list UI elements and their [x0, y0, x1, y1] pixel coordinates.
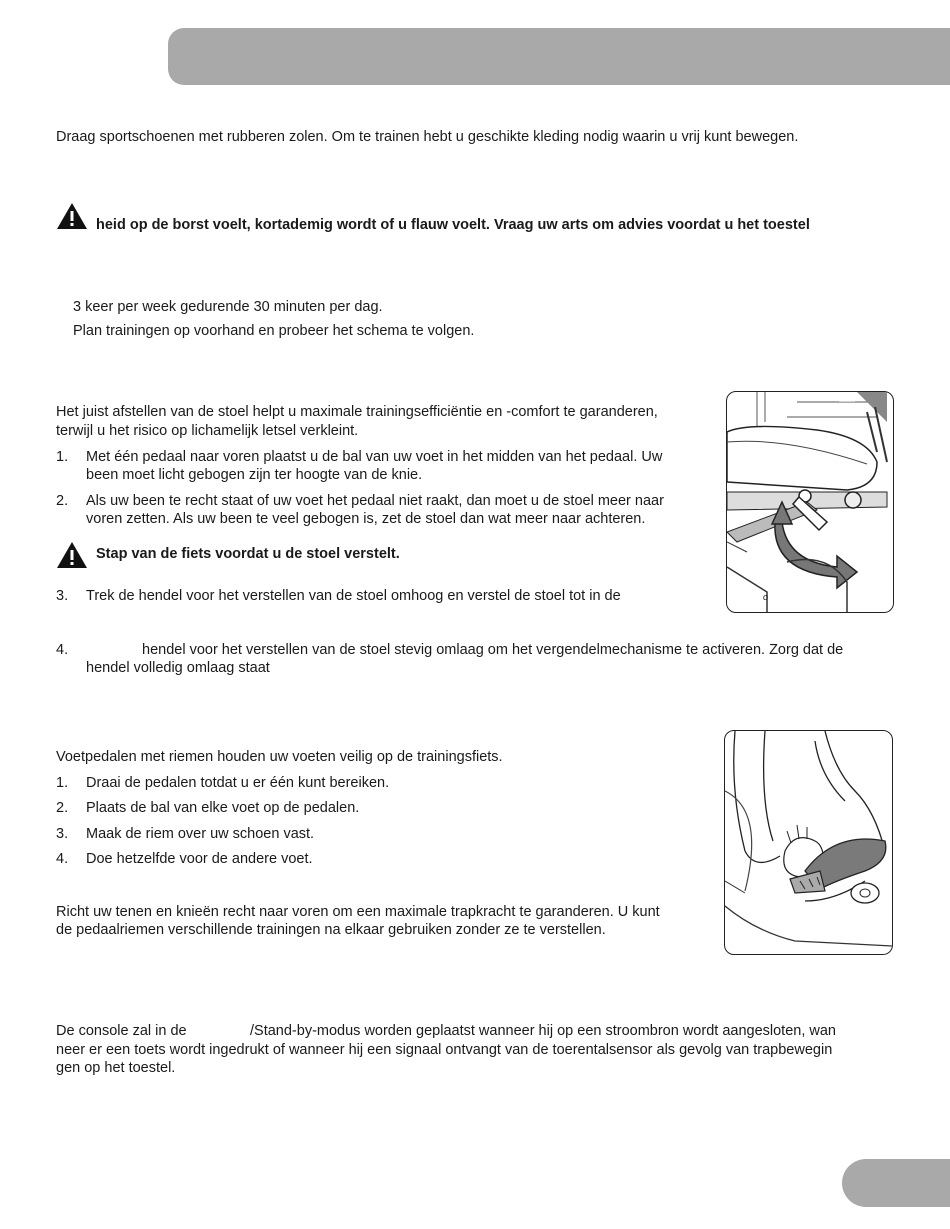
- list-item-line: Plaats de bal van elke voet op de pedalen.: [86, 800, 360, 816]
- pedals-tip-line-2: de pedaalriemen verschillende trainingen na elkaar gebruiken zonder ze te verstellen.: [56, 922, 606, 938]
- seat-intro-line-2: terwijl u het risico op lichamelijk letsel verkleint.: [56, 423, 359, 439]
- list-number: 3.: [56, 588, 69, 604]
- console-line-3: gen op het toestel.: [56, 1060, 176, 1076]
- pedals-intro: Voetpedalen met riemen houden uw voeten veilig op de trainingsfiets.: [56, 749, 503, 765]
- warning-triangle-icon: [56, 541, 88, 569]
- warning-text: heid op de borst voelt, kortademig wordt of u flauw voelt. Vraag uw arts om advies voordat u het toestel: [96, 217, 810, 233]
- list-item-line: Doe hetzelfde voor de andere voet.: [86, 851, 313, 867]
- list-item-line: been moet licht gebogen zijn ter hoogte van de knie.: [86, 467, 423, 483]
- clothing-text: Draag sportschoenen met rubberen zolen. Om te trainen hebt u geschikte kleding nodig waarin u vrij kunt bewegen.: [56, 129, 799, 145]
- list-item-line: Draai de pedalen totdat u er één kunt bereiken.: [86, 775, 390, 791]
- schedule-line-2: Plan trainingen op voorhand en probeer het schema te volgen.: [73, 323, 475, 339]
- list-number: 2.: [56, 800, 69, 816]
- list-item-line: Met één pedaal naar voren plaatst u de bal van uw voet in het midden van het pedaal. Uw: [86, 449, 663, 465]
- list-item-line: hendel volledig omlaag staat: [86, 660, 270, 676]
- list-item-line: Trek de hendel voor het verstellen van de stoel omhoog en verstel de stoel tot in de: [86, 588, 621, 604]
- list-item-line: Maak de riem over uw schoen vast.: [86, 826, 315, 842]
- list-item-line: hendel voor het verstellen van de stoel stevig omlaag om het vergendelmechanisme te activeren. Zorg dat de: [142, 642, 844, 658]
- console-line-2: neer er een toets wordt ingedrukt of wanneer hij een signaal ontvangt van de toerentalsensor als gevolg van trapbewegin: [56, 1042, 833, 1058]
- figure-label: o: [763, 592, 769, 602]
- list-number: 1.: [56, 449, 69, 465]
- list-item-line: voren zetten. Als uw been te veel gebogen is, zet de stoel dan wat meer naar achteren.: [86, 511, 646, 527]
- console-line-1a: De console zal in de: [56, 1023, 187, 1039]
- pedal-strap-illustration: [724, 730, 893, 955]
- console-line-1b: /Stand-by-modus worden geplaatst wanneer hij op een stroombron wordt aangesloten, wan: [250, 1023, 836, 1039]
- page-number-tab: [842, 1159, 950, 1207]
- header-bar: [168, 28, 950, 85]
- warning-triangle-icon: [56, 202, 88, 230]
- list-number: 2.: [56, 493, 69, 509]
- seat-intro-line-1: Het juist afstellen van de stoel helpt u maximale trainingsefficiëntie en -comfort te garanderen,: [56, 404, 658, 420]
- pedals-tip-line-1: Richt uw tenen en knieën recht naar voren om een maximale trapkracht te garanderen. U kunt: [56, 904, 660, 920]
- list-item-line: Als uw been te recht staat of uw voet het pedaal niet raakt, dan moet u de stoel meer naar: [86, 493, 664, 509]
- list-number: 3.: [56, 826, 69, 842]
- list-number: 4.: [56, 851, 69, 867]
- seat-adjustment-illustration: [726, 391, 894, 613]
- schedule-line-1: 3 keer per week gedurende 30 minuten per dag.: [73, 299, 383, 315]
- list-number: 1.: [56, 775, 69, 791]
- list-number: 4.: [56, 642, 69, 658]
- seat-warning-text: Stap van de fiets voordat u de stoel verstelt.: [96, 546, 400, 562]
